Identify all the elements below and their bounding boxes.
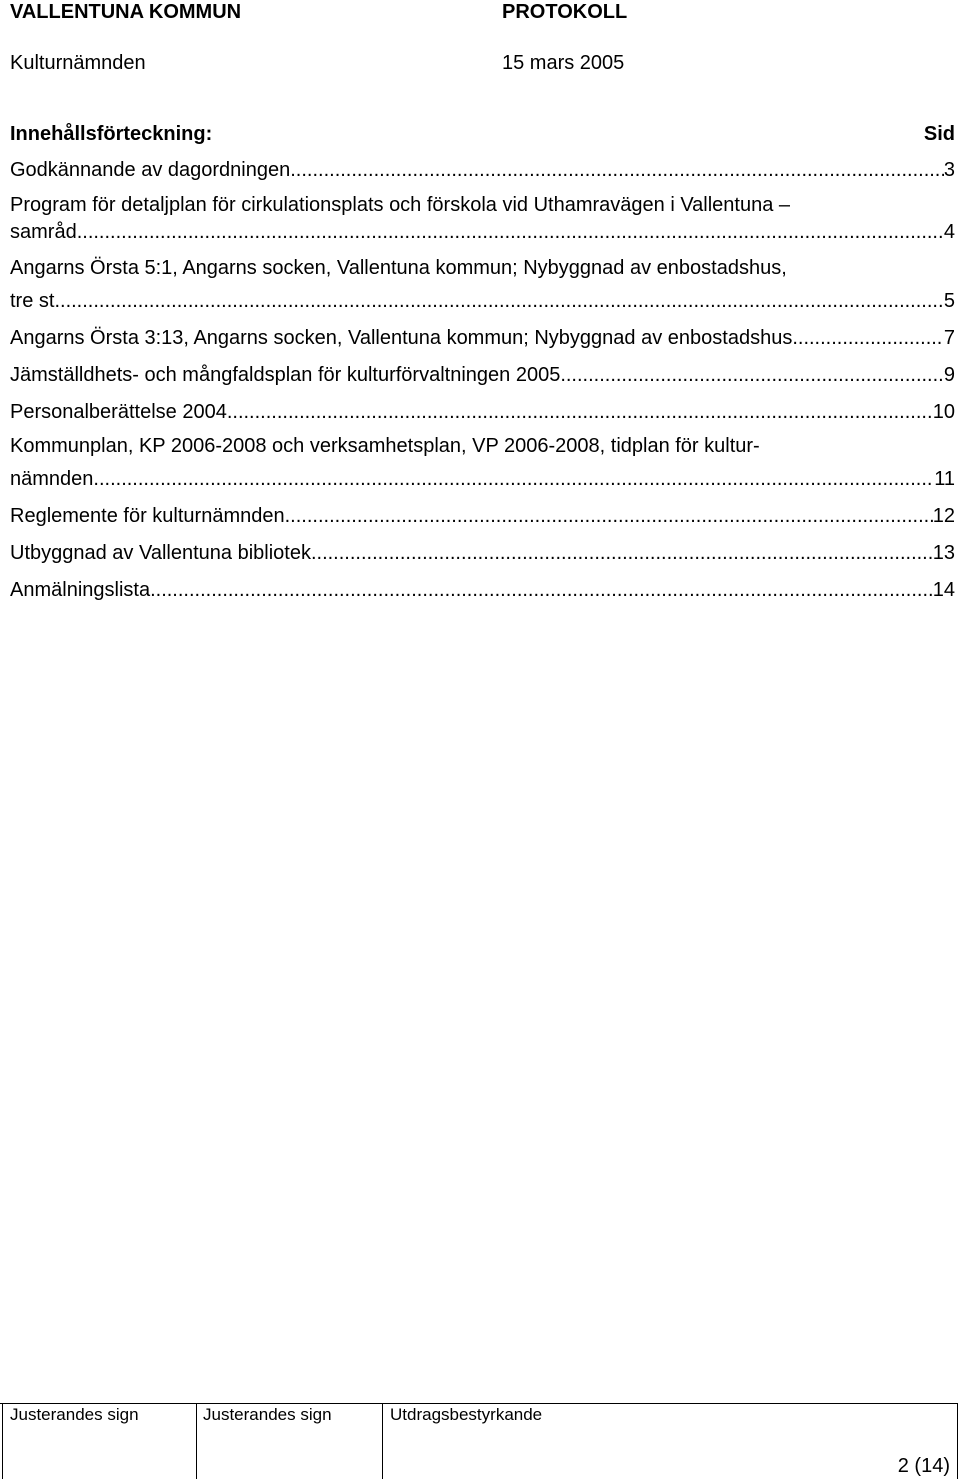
- dot-leader: [150, 572, 933, 609]
- toc-entry-title: Godkännande av dagordningen: [10, 159, 291, 181]
- toc-entry[interactable]: [10, 535, 955, 572]
- toc-entry-title: Utbyggnad av Vallentuna bibliotek: [10, 542, 311, 564]
- toc-entry-title: samråd: [10, 221, 77, 243]
- toc-entry-page: 3: [943, 159, 955, 181]
- toc-entry-title: nämnden: [10, 468, 94, 490]
- dot-leader: [285, 498, 933, 535]
- extract-certification-label: Utdragsbestyrkande: [390, 1405, 543, 1424]
- toc-entry-page: 4: [943, 221, 955, 243]
- footer-cell-border: [382, 1403, 383, 1479]
- footer-cell-border: [196, 1403, 197, 1479]
- footer-cell-border: [2, 1403, 3, 1479]
- toc-entry-title: Angarns Örsta 3:13, Angarns socken, Vallentuna kommun; Nybyggnad av enbostadshus: [10, 327, 793, 349]
- toc-entry-title-line1: Program för detaljplan för cirkulationsplats och förskola vid Uthamravägen i Vallentuna –: [10, 194, 791, 216]
- toc-entry-page: 13: [932, 542, 955, 564]
- toc-entry-page: 11: [934, 468, 955, 490]
- toc-entry-title: Jämställdhets- och mångfaldsplan för kulturförvaltningen 2005: [10, 364, 561, 386]
- dot-leader: [60, 283, 944, 320]
- toc-entry[interactable]: [10, 357, 955, 394]
- organization-name: VALLENTUNA KOMMUN: [10, 1, 242, 23]
- toc-entry[interactable]: [10, 394, 955, 431]
- signature-footer: [0, 1403, 958, 1479]
- toc-entry-page: 7: [943, 327, 955, 349]
- toc-entry[interactable]: [10, 253, 955, 320]
- toc-entry[interactable]: [10, 431, 955, 498]
- dot-leader: [792, 320, 944, 357]
- toc-page-column-label: Sid: [923, 123, 955, 145]
- dot-leader: [311, 535, 933, 572]
- toc-entry-page: 5: [943, 290, 955, 312]
- toc-entry[interactable]: [10, 154, 955, 191]
- document-type: PROTOKOLL: [502, 1, 628, 23]
- toc-entry[interactable]: [10, 320, 955, 357]
- toc-entry-page: 9: [943, 364, 955, 386]
- toc-entry[interactable]: [10, 498, 955, 535]
- dot-leader: [290, 154, 944, 187]
- signature-label-1: Justerandes sign: [10, 1405, 139, 1424]
- meeting-date: 15 mars 2005: [502, 52, 625, 74]
- toc-entry-title-line1: Angarns Örsta 5:1, Angarns socken, Vallentuna kommun; Nybyggnad av enbostadshus,: [10, 257, 787, 279]
- signature-label-2: Justerandes sign: [203, 1405, 332, 1424]
- table-of-contents: [10, 154, 955, 609]
- toc-entry-page: 12: [932, 505, 955, 527]
- dot-leader: [560, 357, 944, 394]
- dot-leader: [227, 394, 933, 431]
- footer-cell-border: [957, 1403, 958, 1479]
- toc-entry-title: tre st.: [10, 290, 61, 312]
- toc-entry[interactable]: [10, 572, 955, 609]
- toc-entry-title: Anmälningslista: [10, 579, 151, 601]
- toc-entry-page: 10: [932, 401, 955, 423]
- committee-name: Kulturnämnden: [10, 52, 146, 74]
- page-number: 2 (14): [897, 1455, 950, 1477]
- toc-header: [10, 121, 955, 147]
- dot-leader: [93, 461, 934, 498]
- toc-entry[interactable]: [10, 191, 955, 253]
- dot-leader: [77, 219, 944, 245]
- toc-title: Innehållsförteckning:: [10, 123, 213, 145]
- toc-entry-title-line1: Kommunplan, KP 2006-2008 och verksamhetsplan, VP 2006-2008, tidplan för kultur-: [10, 435, 760, 457]
- toc-entry-title: Personalberättelse 2004: [10, 401, 227, 423]
- toc-entry-title: Reglemente för kulturnämnden: [10, 505, 285, 527]
- toc-entry-page: 14: [932, 579, 955, 601]
